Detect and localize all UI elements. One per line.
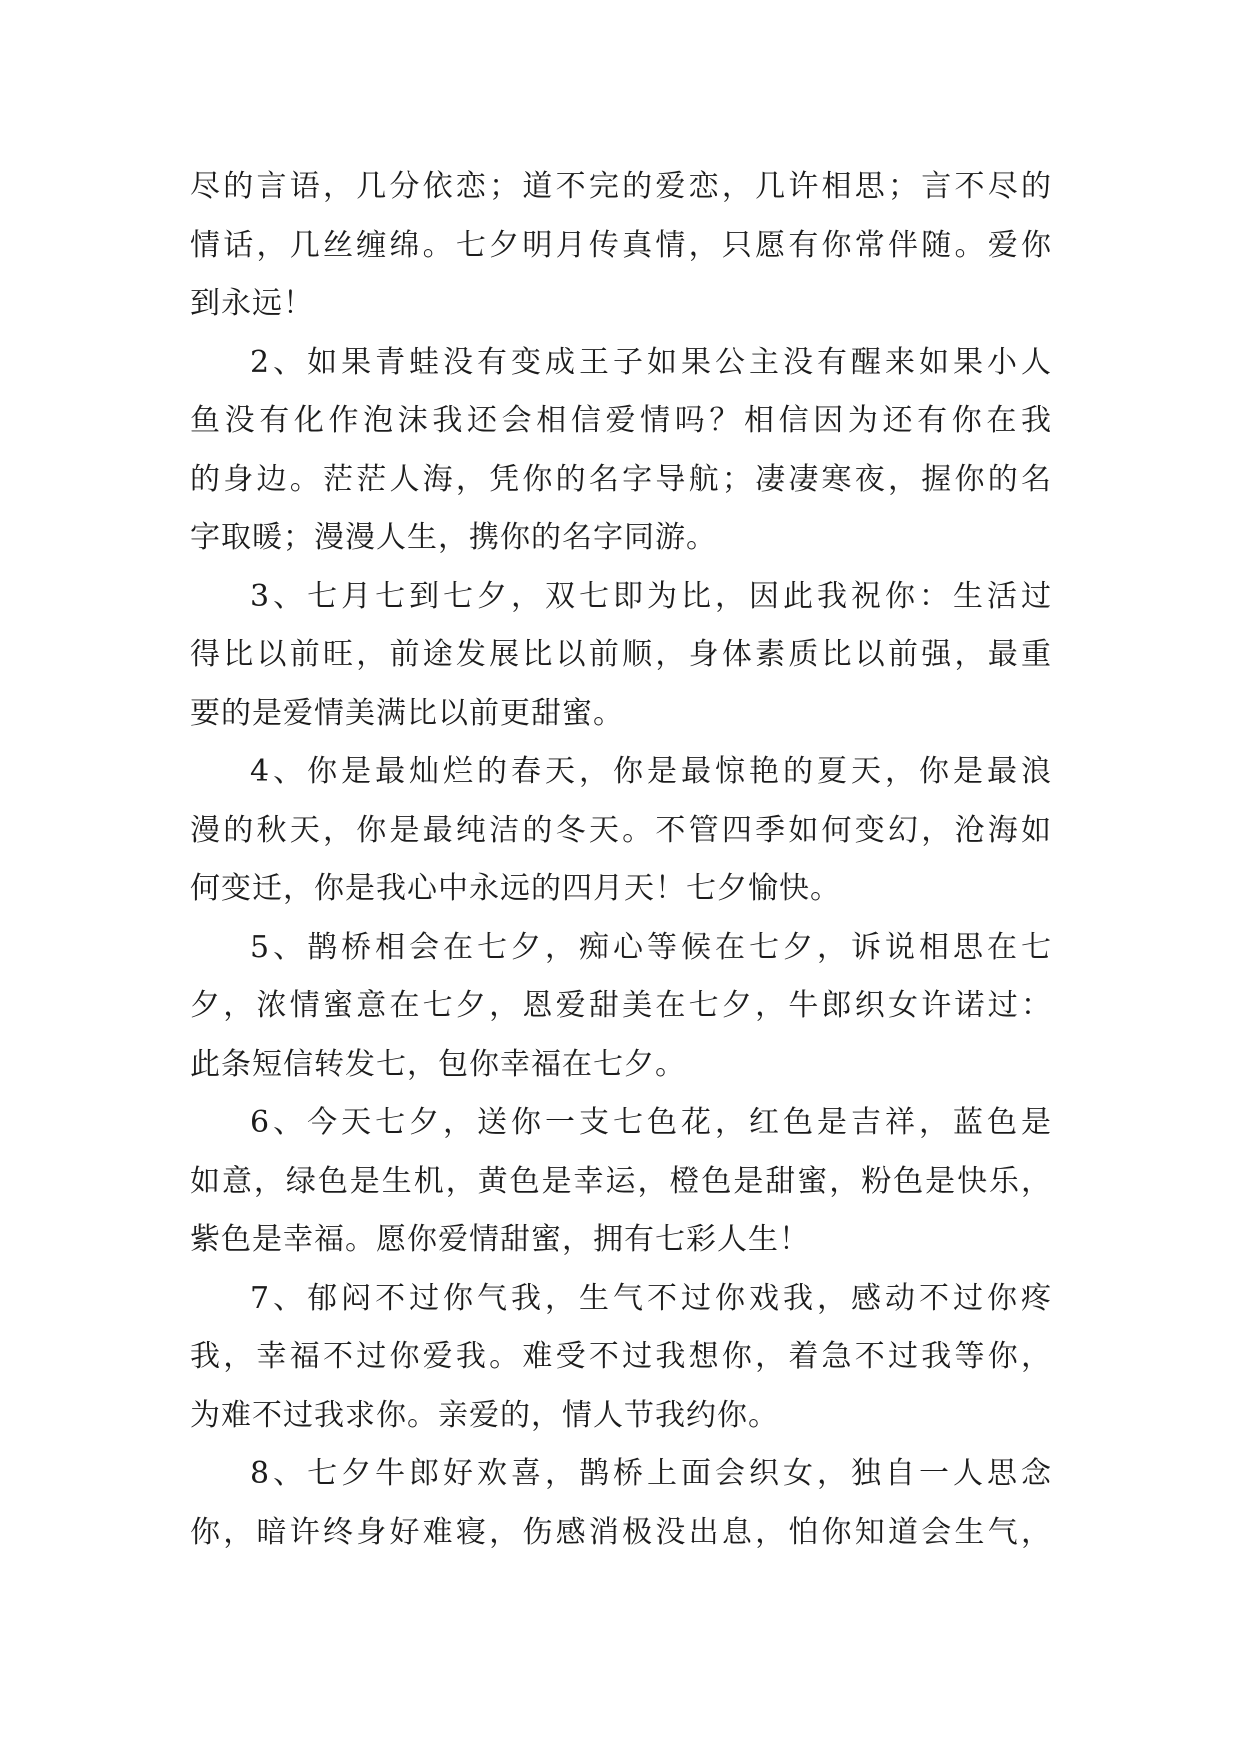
text-line: 7、郁闷不过你气我，生气不过你戏我，感动不过你疼 bbox=[250, 1280, 1052, 1316]
text-line: 鱼没有化作泡沫我还会相信爱情吗？相信因为还有你在我 bbox=[190, 403, 1052, 438]
text-line: 5、鹊桥相会在七夕，痴心等候在七夕，诉说相思在七 bbox=[250, 929, 1052, 965]
text-line: 夕，浓情蜜意在七夕，恩爱甜美在七夕，牛郎织女许诺过： bbox=[190, 988, 1052, 1023]
text-line: 要的是爱情美满比以前更甜蜜。 bbox=[190, 695, 624, 731]
text-line: 4、你是最灿烂的春天，你是最惊艳的夏天，你是最浪 bbox=[250, 754, 1052, 789]
text-line: 2、如果青蛙没有变成王子如果公主没有醒来如果小人 bbox=[250, 344, 1052, 380]
text-line: 得比以前旺，前途发展比以前顺，身体素质比以前强，最重 bbox=[190, 637, 1052, 672]
text-line: 6、今天七夕，送你一支七色花，红色是吉祥，蓝色是 bbox=[250, 1105, 1052, 1140]
paragraph-item-8 bbox=[190, 1445, 1052, 1562]
paragraph-item-3 bbox=[190, 568, 1052, 744]
text-line: 我，幸福不过你爱我。难受不过我想你，着急不过我等你， bbox=[190, 1339, 1052, 1374]
paragraph-item-7 bbox=[190, 1270, 1052, 1446]
text-line: 3、七月七到七夕，双七即为比，因此我祝你：生活过 bbox=[250, 578, 1052, 614]
paragraph-continued bbox=[190, 158, 1052, 334]
text-line: 你，暗许终身好难寝，伤感消极没出息，怕你知道会生气， bbox=[190, 1514, 1052, 1550]
text-line: 紫色是幸福。愿你爱情甜蜜，拥有七彩人生！ bbox=[190, 1222, 810, 1257]
text-line: 何变迁，你是我心中永远的四月天！七夕愉快。 bbox=[190, 871, 841, 906]
text-line: 为难不过我求你。亲爱的，情人节我约你。 bbox=[190, 1397, 779, 1433]
text-line: 如意，绿色是生机，黄色是幸运，橙色是甜蜜，粉色是快乐， bbox=[190, 1163, 1052, 1199]
paragraph-item-6 bbox=[190, 1094, 1052, 1270]
text-line: 尽的言语，几分依恋；道不完的爱恋，几许相思；言不尽的 bbox=[190, 169, 1052, 204]
paragraph-item-4 bbox=[190, 743, 1052, 919]
text-line: 8、七夕牛郎好欢喜，鹊桥上面会织女，独自一人思念 bbox=[250, 1456, 1052, 1491]
text-line: 情话，几丝缠绵。七夕明月传真情，只愿有你常伴随。爱你 bbox=[190, 227, 1052, 263]
text-line: 到永远！ bbox=[190, 286, 314, 321]
document-body bbox=[190, 158, 1052, 1562]
paragraph-item-2 bbox=[190, 334, 1052, 568]
text-line: 漫的秋天，你是最纯洁的冬天。不管四季如何变幻，沧海如 bbox=[190, 812, 1052, 848]
text-line: 字取暖；漫漫人生，携你的名字同游。 bbox=[190, 520, 717, 555]
text-line: 此条短信转发七，包你幸福在七夕。 bbox=[190, 1046, 686, 1082]
paragraph-item-5 bbox=[190, 919, 1052, 1095]
text-line: 的身边。茫茫人海，凭你的名字导航；凄凄寒夜，握你的名 bbox=[190, 461, 1052, 497]
